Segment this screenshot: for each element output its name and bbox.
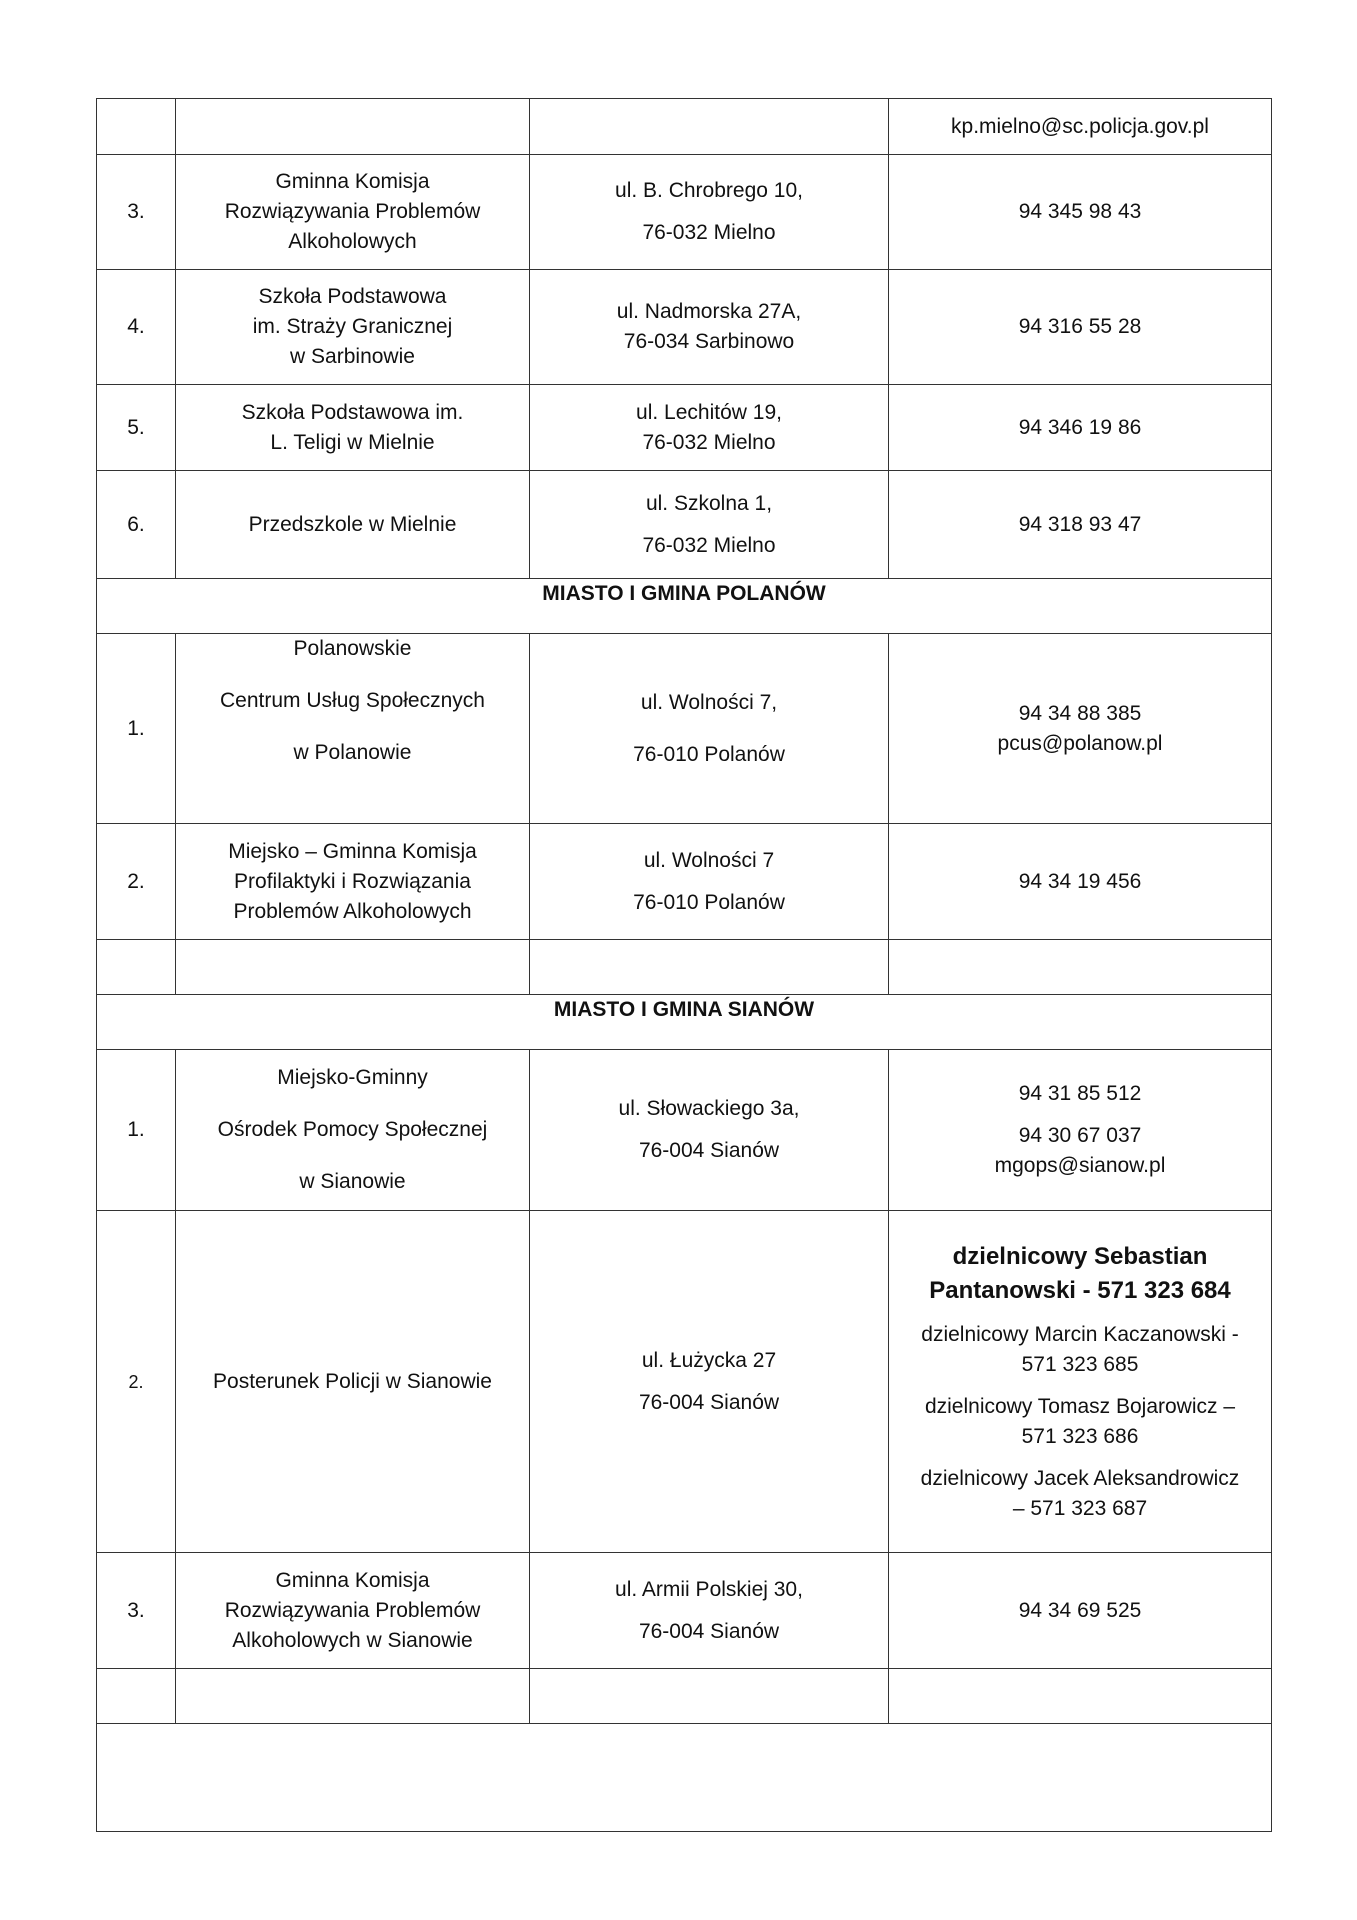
row-number: 1. (97, 634, 176, 824)
address-cell (530, 99, 889, 155)
table-row (97, 1211, 1272, 1553)
institution-contact: 94 318 93 47 (889, 471, 1272, 579)
row-number: 5. (97, 385, 176, 471)
institution-name: Gminna Komisja Rozwiązywania Problemów Alkoholowych (176, 155, 530, 270)
institution-name: Polanowskie Centrum Usług Społecznych w Polanowie (176, 634, 530, 824)
institution-name: Szkoła Podstawowa im. Straży Granicznej w Sarbinowie (176, 270, 530, 385)
institution-address: ul. Słowackiego 3a, 76-004 Sianów (530, 1050, 889, 1211)
institution-contact: 94 31 85 512 94 30 67 037 mgops@sianow.pl (889, 1050, 1272, 1211)
row-number: 4. (97, 270, 176, 385)
row-number: 6. (97, 471, 176, 579)
section-row (97, 579, 1272, 634)
institution-contact: 94 345 98 43 (889, 155, 1272, 270)
institution-address: ul. Łużycka 27 76-004 Sianów (530, 1211, 889, 1553)
table-row (97, 471, 1272, 579)
institution-name: Posterunek Policji w Sianowie (176, 1211, 530, 1553)
institution-address: ul. Wolności 7 76-010 Polanów (530, 824, 889, 940)
row-number: 2. (97, 824, 176, 940)
table-row (97, 270, 1272, 385)
institution-contact: 94 34 88 385 pcus@polanow.pl (889, 634, 1272, 824)
table-row (97, 99, 1272, 155)
row-number: 3. (97, 1553, 176, 1669)
institution-name: Miejsko-Gminny Ośrodek Pomocy Społecznej w Sianowie (176, 1050, 530, 1211)
empty-row (97, 1669, 1272, 1724)
institution-name: Miejsko – Gminna Komisja Profilaktyki i Rozwiązania Problemów Alkoholowych (176, 824, 530, 940)
row-number: 1. (97, 1050, 176, 1211)
institution-address: ul. Nadmorska 27A, 76-034 Sarbinowo (530, 270, 889, 385)
table-row (97, 155, 1272, 270)
institution-name: Szkoła Podstawowa im. L. Teligi w Mielnie (176, 385, 530, 471)
institution-name: Przedszkole w Mielnie (176, 471, 530, 579)
institution-contact: 94 34 19 456 (889, 824, 1272, 940)
contact-email: kp.mielno@sc.policja.gov.pl (889, 99, 1272, 155)
table-row (97, 634, 1272, 824)
institutions-table (96, 98, 1272, 1832)
institution-address: ul. Wolności 7, 76-010 Polanów (530, 634, 889, 824)
institution-name: Gminna Komisja Rozwiązywania Problemów Alkoholowych w Sianowie (176, 1553, 530, 1669)
table-row (97, 1050, 1272, 1211)
table-row (97, 1553, 1272, 1669)
table-row (97, 824, 1272, 940)
institution-contact: 94 316 55 28 (889, 270, 1272, 385)
section-heading-sianow: MIASTO I GMINA SIANÓW (97, 995, 1272, 1050)
institution-address: ul. Szkolna 1, 76-032 Mielno (530, 471, 889, 579)
name-cell (176, 99, 530, 155)
empty-row (97, 940, 1272, 995)
institution-address: ul. Lechitów 19, 76-032 Mielno (530, 385, 889, 471)
institution-address: ul. Armii Polskiej 30, 76-004 Sianów (530, 1553, 889, 1669)
institution-contact: 94 346 19 86 (889, 385, 1272, 471)
contact-email: mgops@sianow.pl (994, 1154, 1166, 1177)
num-cell (97, 99, 176, 155)
row-number: 2. (97, 1211, 176, 1553)
empty-row (97, 1724, 1272, 1832)
institution-address: ul. B. Chrobrego 10, 76-032 Mielno (530, 155, 889, 270)
contact-email: pcus@polanow.pl (997, 731, 1163, 755)
section-row (97, 995, 1272, 1050)
section-heading-polanow: MIASTO I GMINA POLANÓW (97, 579, 1272, 634)
officers-contact: dzielnicowy Sebastian Pantanowski - 571 323 684 dzielnicowy Marcin Kaczanowski - 571 323 685 dzielnicowy Tomasz Bojarowicz – 571 323 686 dzielnicowy Jacek Aleksandrowicz – 571 323 687 (889, 1211, 1272, 1553)
row-number: 3. (97, 155, 176, 270)
institution-contact: 94 34 69 525 (889, 1553, 1272, 1669)
table-row (97, 385, 1272, 471)
